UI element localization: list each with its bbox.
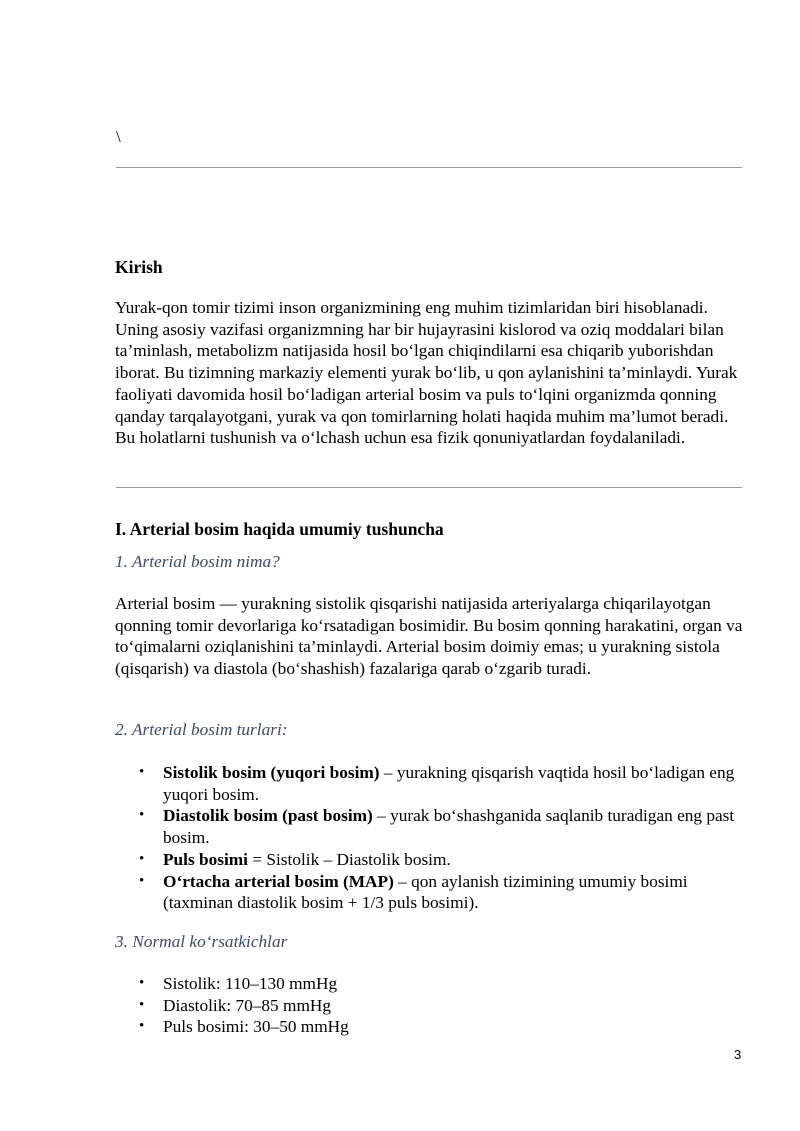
list-item [115, 973, 745, 995]
bullet-icon: • [139, 850, 145, 867]
list-item [115, 762, 745, 805]
term-description: – yurakning qisqarish vaqtida hosil bo‘ladigan eng yuqori bosim. [163, 763, 735, 804]
normal-value: Diastolik: 70–85 mmHg [163, 995, 332, 1015]
horizontal-divider [116, 167, 742, 168]
normal-value: Sistolik: 110–130 mmHg [163, 974, 338, 993]
subheading-definition: 1. Arterial bosim nima? [115, 552, 280, 571]
intro-heading: Kirish [115, 257, 163, 277]
term: Sistolik bosim (yuqori bosim) [163, 763, 380, 782]
top-mark: \ [116, 127, 121, 146]
bullet-icon: • [139, 807, 145, 824]
list-item [115, 805, 745, 848]
normal-values-list [115, 973, 745, 1038]
page-number: 3 [734, 1047, 742, 1062]
bullet-icon: • [139, 764, 145, 780]
term: Puls bosimi [163, 849, 248, 869]
list-item [115, 849, 745, 871]
subheading-normals: 3. Normal ko‘rsatkichlar [115, 932, 288, 951]
term: Diastolik bosim (past bosim) [163, 806, 373, 826]
term-description: – yurak bo‘shashganida saqlanib turadigan eng past bosim. [163, 806, 735, 848]
term: O‘rtacha arterial bosim (MAP) [163, 871, 394, 891]
pressure-types-list [115, 762, 745, 914]
bullet-icon: • [139, 996, 145, 1013]
list-item [115, 1016, 745, 1038]
term-description: = Sistolik – Diastolik bosim. [248, 849, 451, 869]
bullet-icon: • [139, 1018, 145, 1035]
list-item [115, 995, 745, 1017]
horizontal-divider [116, 487, 742, 488]
definition-paragraph: Arterial bosim — yurakning sistolik qisqarishi natijasida arteriyalarga chiqarilayotgan qonning tomir devorlariga ko‘rsatadigan bosimidir. Bu bosim qonning harakatini, organ va to‘qimalarni oziqlanishini ta’minlaydi. Arterial bosim doimiy emas; u yurakning sistola (qisqarish) va diastola (bo‘shashish) fazalariga qarab o‘zgarib turadi. [115, 594, 743, 679]
term-description: – qon aylanish tizimining umumiy bosimi (taxminan diastolik bosim + 1/3 puls bosimi). [163, 871, 688, 913]
bullet-icon: • [139, 872, 145, 889]
subheading-types: 2. Arterial bosim turlari: [115, 720, 288, 739]
intro-paragraph: Yurak-qon tomir tizimi inson organizmining eng muhim tizimlaridan biri hisoblanadi. Uning asosiy vazifasi organizmning har bir hujayrasini kislorod va oziq moddalari bilan ta’minlash, metabolizm natijasida hosil bo‘lgan chiqindilarni esa chiqarib yuborishdan iborat. Bu tizimning markaziy elementi yurak bo‘lib, u qon aylanishini ta’minlaydi. Yurak faoliyati davomida hosil bo‘ladigan arterial bosim va puls to‘lqini organizmda qonning qanday tarqalayotgani, yurak va qon tomirlarning holati haqida muhim ma’lumot beradi. Bu holatlarni tushunish va o‘lchash uchun esa fizik qonuniyatlardan foydalaniladi. [115, 298, 738, 448]
bullet-icon: • [139, 975, 145, 991]
section-heading: I. Arterial bosim haqida umumiy tushuncha [115, 519, 444, 539]
list-item [115, 871, 745, 914]
normal-value: Puls bosimi: 30–50 mmHg [163, 1017, 349, 1037]
